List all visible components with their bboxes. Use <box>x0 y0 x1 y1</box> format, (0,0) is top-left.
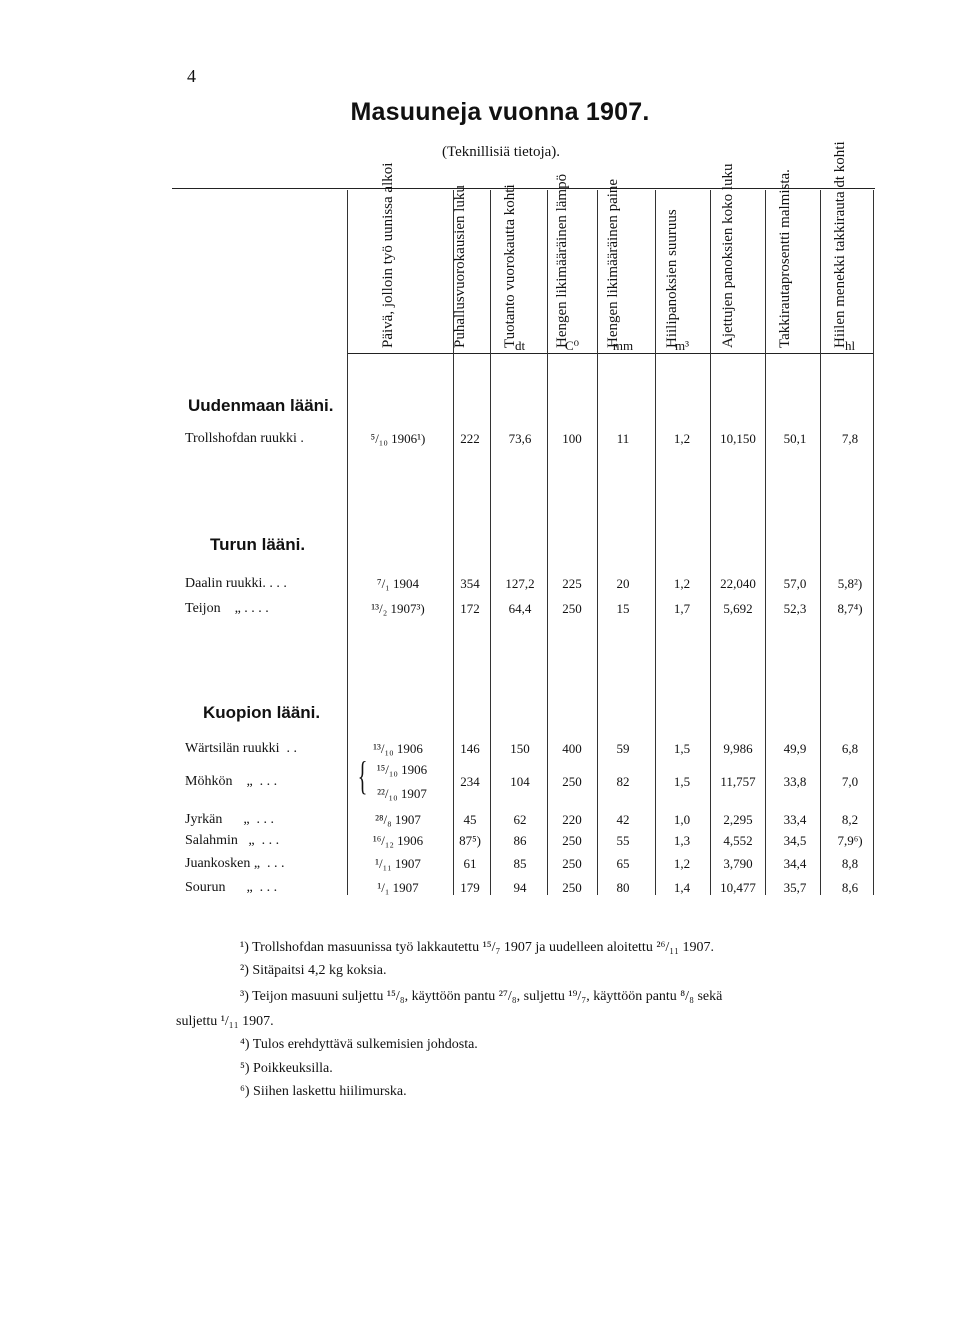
table-cell: 10,477 <box>720 880 756 895</box>
region-heading: Kuopion lääni. <box>203 703 321 722</box>
table-cell: 7,8 <box>841 431 859 446</box>
table-cell: 250 <box>562 601 582 616</box>
table-cell: 11 <box>616 431 630 446</box>
table-cell: 87⁵) <box>459 833 481 848</box>
table-cell: 1,2 <box>673 431 691 446</box>
row-name: Möhkön „ . . . <box>185 774 281 789</box>
footnote: ⁶) Siihen laskettu hiilimurska. <box>240 1084 407 1099</box>
table-cell: 354 <box>460 576 480 591</box>
table-cell: 220 <box>562 812 582 827</box>
table-cell: 59 <box>616 741 630 756</box>
column-header: Tuotanto vuorokautta kohti <box>502 184 518 348</box>
table-cell: ⁷/₁ 1904 <box>377 576 419 591</box>
column-unit: m³ <box>674 338 689 353</box>
table-cell: 2,295 <box>723 812 753 827</box>
column-header: Hengen likimääräinen paine <box>605 178 621 348</box>
row-date-line: ¹⁵/₁₀ 1906 <box>376 762 428 777</box>
table-cell: ¹⁶/₁₂ 1906 <box>372 833 424 848</box>
table-cell: 146 <box>460 741 480 756</box>
table-cell: 85 <box>513 856 527 871</box>
table-cell: 1,2 <box>673 576 691 591</box>
table-cell: 6,8 <box>841 741 859 756</box>
table-cell: 73,6 <box>508 431 532 446</box>
table-cell: 52,3 <box>783 601 807 616</box>
column-header: Hiilipanoksien suuruus <box>664 209 680 348</box>
table-cell: 250 <box>562 833 582 848</box>
table-cell: 172 <box>460 601 480 616</box>
table-cell: 20 <box>616 576 630 591</box>
table-cell: 7,9⁶) <box>837 833 863 848</box>
page-subtitle: (Teknillisiä tietoja). <box>441 144 561 160</box>
column-header: Hengen likimääräinen lämpö <box>554 173 570 348</box>
table-cell: 250 <box>562 880 582 895</box>
table-cell: 127,2 <box>505 576 535 591</box>
table-cell: 250 <box>562 774 582 789</box>
table-top-rule <box>172 188 875 189</box>
table-cell: 34,4 <box>783 856 807 871</box>
table-cell: 50,1 <box>783 431 807 446</box>
table-cell: 8,2 <box>841 812 859 827</box>
table-cell: 100 <box>562 431 582 446</box>
table-cell: ¹/₁₁ 1907 <box>375 856 421 871</box>
table-cell: 57,0 <box>783 576 807 591</box>
row-name: Juankosken „ . . . <box>185 856 289 871</box>
table-cell: 250 <box>562 856 582 871</box>
table-cell: 55 <box>616 833 630 848</box>
table-cell: 64,4 <box>508 601 532 616</box>
table-cell: 8,6 <box>841 880 859 895</box>
table-cell: 10,150 <box>720 431 756 446</box>
column-header: Puhallusvuorokausien luku <box>452 185 468 348</box>
table-cell: 61 <box>463 856 477 871</box>
table-cell: 4,552 <box>723 833 753 848</box>
column-header: Hiilen menekki takkirauta dt kohti <box>832 141 848 348</box>
footnote: ¹) Trollshofdan masuunissa työ lakkautettu ¹⁵/₇ 1907 ja uudelleen aloitettu ²⁶/₁₁ 1907. <box>240 940 715 955</box>
table-cell: 179 <box>460 880 480 895</box>
region-heading: Uudenmaan lääni. <box>188 396 334 415</box>
column-unit: hl <box>844 338 856 353</box>
table-cell: 22,040 <box>720 576 756 591</box>
table-cell: 34,5 <box>783 833 807 848</box>
table-cell: 33,4 <box>783 812 807 827</box>
table-cell: 11,757 <box>720 774 756 789</box>
table-cell: 150 <box>510 741 530 756</box>
table-cell: 1,4 <box>673 880 691 895</box>
table-cell: 8,8 <box>841 856 859 871</box>
table-cell: 1,3 <box>673 833 691 848</box>
table-cell: 1,7 <box>673 601 691 616</box>
footnote: ³) Teijon masuuni suljettu ¹⁵/₈, käyttöön pantu ²⁷/₈, suljettu ¹⁹/₇, käyttöön pantu ⁸/₈ sekä <box>240 989 723 1004</box>
table-cell: 94 <box>513 880 527 895</box>
table-cell: ¹³/₂ 1907³) <box>371 601 425 616</box>
table-cell: 33,8 <box>783 774 807 789</box>
table-cell: 42 <box>616 812 630 827</box>
table-cell: 1,5 <box>673 741 691 756</box>
row-name: Jyrkän „ . . . <box>185 812 278 827</box>
table-cell: 15 <box>616 601 630 616</box>
table-cell: 104 <box>510 774 530 789</box>
brace-icon: { <box>357 753 368 798</box>
table-cell: 82 <box>616 774 630 789</box>
footnote: ²) Sitäpaitsi 4,2 kg koksia. <box>240 963 387 978</box>
column-unit: dt <box>514 338 526 353</box>
table-cell: ¹³/₁₀ 1906 <box>373 741 423 756</box>
table-cell: 225 <box>562 576 582 591</box>
column-header: Päivä, jolloin työ uunissa alkoi <box>380 162 396 348</box>
table-cell: 49,9 <box>783 741 807 756</box>
table-cell: 5,8²) <box>837 576 863 591</box>
table-cell: 9,986 <box>723 741 753 756</box>
row-name: Daalin ruukki. . . . <box>185 576 291 591</box>
column-unit: C⁰ <box>565 338 579 353</box>
table-cell: 62 <box>513 812 527 827</box>
table-cell: 1,0 <box>673 812 691 827</box>
table-cell: 45 <box>463 812 477 827</box>
row-name: Wärtsilän ruukki . . <box>185 741 301 756</box>
table-cell: 222 <box>460 431 480 446</box>
table-cell: 8,7⁴) <box>837 601 863 616</box>
column-unit: mm <box>612 338 634 353</box>
row-name: Salahmin „ . . . <box>185 833 283 848</box>
table-cell: ¹/₁ 1907 <box>377 880 419 895</box>
table-cell: ⁵/₁₀ 1906¹) <box>370 431 426 446</box>
footnote: suljettu ¹/₁₁ 1907. <box>176 1014 274 1029</box>
footnote: ⁴) Tulos erehdyttävä sulkemisien johdosta. <box>240 1037 478 1052</box>
table-cell: 5,692 <box>723 601 753 616</box>
row-name: Teijon „ . . . . <box>185 601 273 616</box>
table-cell: 7,0 <box>841 774 859 789</box>
column-header: Ajettujen panoksien koko luku <box>720 163 736 348</box>
table-cell: 86 <box>513 833 527 848</box>
table-cell: ²⁸/₈ 1907 <box>375 812 421 827</box>
page-number: 4 <box>187 66 196 86</box>
row-name: Trollshofdan ruukki . <box>185 431 308 446</box>
page-title: Masuuneja vuonna 1907. <box>350 98 650 126</box>
row-name: Sourun „ . . . <box>185 880 281 895</box>
column-header: Takkirautaprosentti malmista. <box>777 169 793 348</box>
table-cell: 35,7 <box>783 880 807 895</box>
table-cell: 80 <box>616 880 630 895</box>
table-cell: 3,790 <box>723 856 753 871</box>
region-heading: Turun lääni. <box>210 535 306 554</box>
footnote: ⁵) Poikkeuksilla. <box>240 1061 333 1076</box>
table-cell: 400 <box>562 741 582 756</box>
row-date-line: ²²/₁₀ 1907 <box>377 786 427 801</box>
table-cell: 1,5 <box>673 774 691 789</box>
column-rule <box>347 190 348 895</box>
table-cell: 1,2 <box>673 856 691 871</box>
table-cell: 65 <box>616 856 630 871</box>
table-cell: 234 <box>460 774 480 789</box>
